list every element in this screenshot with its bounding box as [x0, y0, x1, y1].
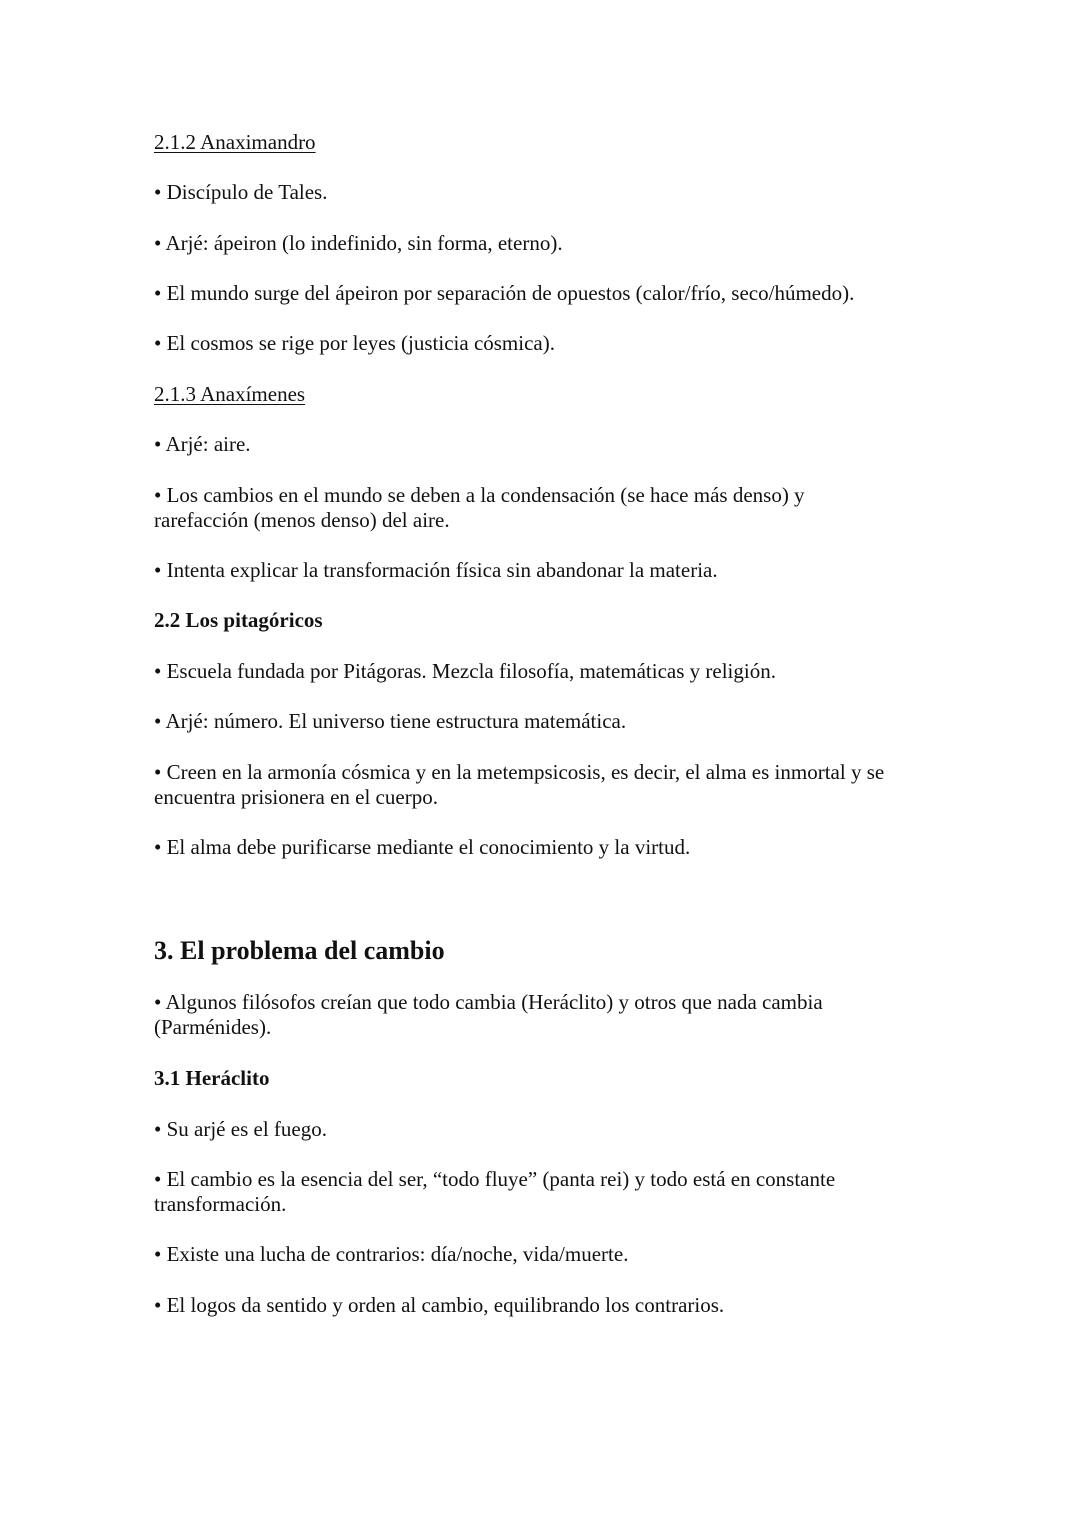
bullet-item: • El logos da sentido y orden al cambio, equilibrando los contrarios.	[154, 1293, 725, 1317]
subsection-heading-anaximenes: 2.1.3 Anaxímenes	[154, 382, 306, 406]
bullet-item: • Arjé: aire.	[154, 432, 251, 456]
bullet-item: • Su arjé es el fuego.	[154, 1117, 327, 1141]
bullet-continuation: transformación.	[154, 1192, 287, 1216]
section-heading-heraclito: 3.1 Heráclito	[154, 1066, 270, 1090]
bullet-item: • Los cambios en el mundo se deben a la condensación (se hace más denso) y	[154, 483, 805, 507]
bullet-item: • El cambio es la esencia del ser, “todo fluye” (panta rei) y todo está en constante	[154, 1167, 836, 1191]
section-heading-pitagoricos: 2.2 Los pitagóricos	[154, 608, 323, 632]
bullet-item: • Intenta explicar la transformación física sin abandonar la materia.	[154, 558, 718, 582]
bullet-item: • Discípulo de Tales.	[154, 180, 328, 204]
bullet-item: • El alma debe purificarse mediante el conocimiento y la virtud.	[154, 835, 691, 859]
chapter-heading-cambio: 3. El problema del cambio	[154, 936, 445, 965]
bullet-item: • El mundo surge del ápeiron por separación de opuestos (calor/frío, seco/húmedo).	[154, 281, 855, 305]
bullet-item: • Algunos filósofos creían que todo cambia (Heráclito) y otros que nada cambia	[154, 990, 823, 1014]
bullet-item: • Creen en la armonía cósmica y en la metempsicosis, es decir, el alma es inmortal y se	[154, 760, 885, 784]
bullet-item: • Escuela fundada por Pitágoras. Mezcla filosofía, matemáticas y religión.	[154, 659, 776, 683]
bullet-item: • Arjé: ápeiron (lo indefinido, sin forma, eterno).	[154, 231, 563, 255]
bullet-continuation: encuentra prisionera en el cuerpo.	[154, 785, 438, 809]
bullet-continuation: (Parménides).	[154, 1015, 272, 1039]
bullet-item: • Existe una lucha de contrarios: día/noche, vida/muerte.	[154, 1242, 629, 1266]
bullet-continuation: rarefacción (menos denso) del aire.	[154, 508, 450, 532]
subsection-heading-anaximandro: 2.1.2 Anaximandro	[154, 130, 316, 154]
bullet-item: • Arjé: número. El universo tiene estructura matemática.	[154, 709, 627, 733]
bullet-item: • El cosmos se rige por leyes (justicia cósmica).	[154, 331, 555, 355]
